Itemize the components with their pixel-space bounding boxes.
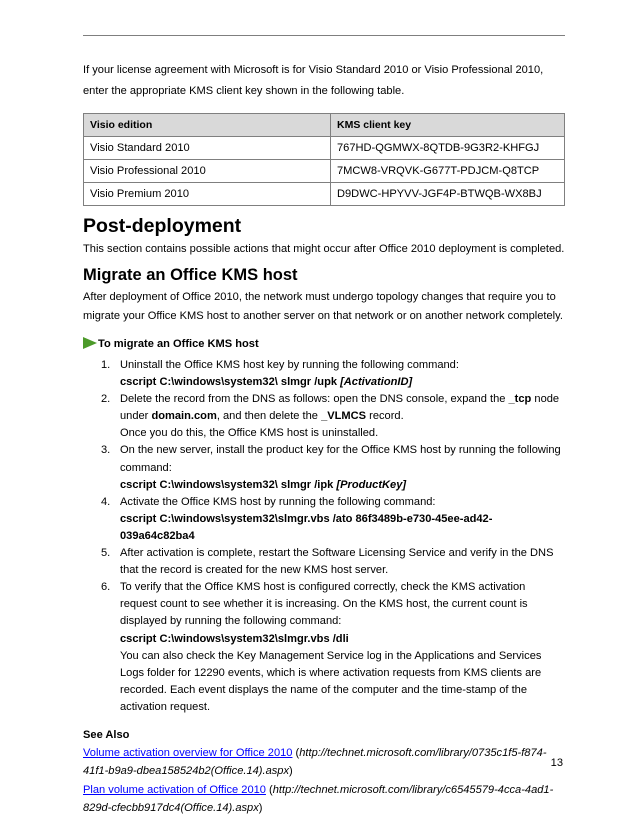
see-also-heading: See Also <box>83 728 130 741</box>
step-text: After activation is complete, restart the Software Licensing Service and verify in the DNS that the record is created for the new KMS host server. <box>120 547 554 577</box>
step-number: 1. <box>101 359 111 371</box>
reference-url: http://technet.microsoft.com/library/0735c1f5-f874-41f1-b9a9-dbea158524b2(Office.14).aspx <box>83 746 547 778</box>
tcp-node: _tcp <box>508 393 532 406</box>
kms-key-table <box>83 113 565 206</box>
reference-paren: ) <box>289 765 293 778</box>
reference-paren: ( <box>265 783 273 796</box>
page-number: 13 <box>550 757 563 769</box>
subsection-paragraph: After deployment of Office 2010, the network must undergo topology changes that require you to migrate your Office KMS host to another server on that network or on another network completely. <box>83 291 563 322</box>
step-text: Delete the record from the DNS as follows: open the DNS console, expand the <box>120 393 509 406</box>
table-row <box>84 183 565 206</box>
reference-item <box>83 781 565 818</box>
vlmcs-record: _VLMCS <box>321 410 367 423</box>
step-text: , and then delete the <box>216 410 322 423</box>
reference-link[interactable]: Plan volume activation of Office 2010 <box>83 783 266 796</box>
step-text: Activate the Office KMS host by running the following command: <box>120 495 436 508</box>
list-item <box>83 442 565 493</box>
procedure-title <box>83 335 565 353</box>
table-cell: Visio Standard 2010 <box>84 137 331 160</box>
reference-url: http://technet.microsoft.com/library/c6545579-4cca-4ad1-829d-cfecbb917dc4(Office.14).aspx <box>83 783 554 815</box>
step-text: Uninstall the Office KMS host key by running the following command: <box>120 359 459 371</box>
table-cell: 7MCW8-VRQVK-G677T-PDJCM-Q8TCP <box>331 160 565 183</box>
command-param: [ActivationID] <box>340 376 413 389</box>
reference-item <box>83 744 565 781</box>
domain-name: domain.com <box>151 410 217 423</box>
step-text: To verify that the Office KMS host is configured correctly, check the KMS activation request count to see whether it is increasing. On the KMS host, the current count is displayed by running the following command: <box>120 581 528 628</box>
list-item <box>83 579 565 716</box>
procedure-title-text: To migrate an Office KMS host <box>98 338 259 350</box>
command: cscript C:\windows\system32\slmgr.vbs /ato 86f3489b-e730-45ee-ad42-039a64c82ba4 <box>120 512 493 542</box>
step-note: You can also check the Key Management Service log in the Applications and Services Logs folder for 12290 events, which is where activation requests from KMS clients are recorded. Each event displays the name of the computer and the time-stamp of the activation request. <box>120 649 542 713</box>
section-heading: Post-deployment <box>83 215 242 237</box>
command-text <box>120 479 406 491</box>
table-header-cell: KMS client key <box>331 114 565 137</box>
step-number: 5. <box>101 547 111 560</box>
subsection-heading: Migrate an Office KMS host <box>83 266 298 284</box>
step-note: Once you do this, the Office KMS host is uninstalled. <box>120 427 379 440</box>
step-text: On the new server, install the product key for the Office KMS host by running the following command: <box>120 444 561 474</box>
step-number: 4. <box>101 495 111 508</box>
section-paragraph: This section contains possible actions that might occur after Office 2010 deployment is completed. <box>83 243 565 255</box>
step-number: 6. <box>101 581 111 594</box>
command: cscript C:\windows\system32\slmgr.vbs /dli <box>120 632 349 645</box>
table-header-cell: Visio edition <box>84 114 331 137</box>
reference-link[interactable]: Volume activation overview for Office 2010 <box>83 746 293 759</box>
header-rule <box>83 35 565 36</box>
table-cell: D9DWC-HPYVV-JGF4P-BTWQB-WX8BJ <box>331 183 565 206</box>
procedure-arrow-icon <box>83 337 97 349</box>
table-cell: 767HD-QGMWX-8QTDB-9G3R2-KHFGJ <box>331 137 565 160</box>
table-row <box>84 160 565 183</box>
list-item <box>83 494 565 545</box>
table-cell: Visio Professional 2010 <box>84 160 331 183</box>
document-page <box>83 60 565 818</box>
table-row <box>84 137 565 160</box>
command: cscript C:\windows\system32\ slmgr /ipk <box>120 478 337 491</box>
command-param: [ProductKey] <box>336 478 407 491</box>
command-text <box>120 376 412 388</box>
command: cscript C:\windows\system32\ slmgr /upk <box>120 376 341 389</box>
step-text: record. <box>366 410 404 423</box>
step-number: 3. <box>101 444 111 457</box>
reference-paren: ) <box>258 802 263 815</box>
reference-paren: ( <box>292 746 300 759</box>
list-item <box>83 391 565 442</box>
step-text: node under <box>120 393 560 423</box>
table-header-row <box>84 114 565 137</box>
list-item <box>83 357 565 391</box>
list-item <box>83 545 565 579</box>
table-cell: Visio Premium 2010 <box>84 183 331 206</box>
procedure-steps <box>83 357 565 716</box>
intro-paragraph: If your license agreement with Microsoft is for Visio Standard 2010 or Visio Professional 2010, enter the appropriate KMS client key shown in the following table. <box>83 64 544 97</box>
step-number: 2. <box>101 393 111 406</box>
